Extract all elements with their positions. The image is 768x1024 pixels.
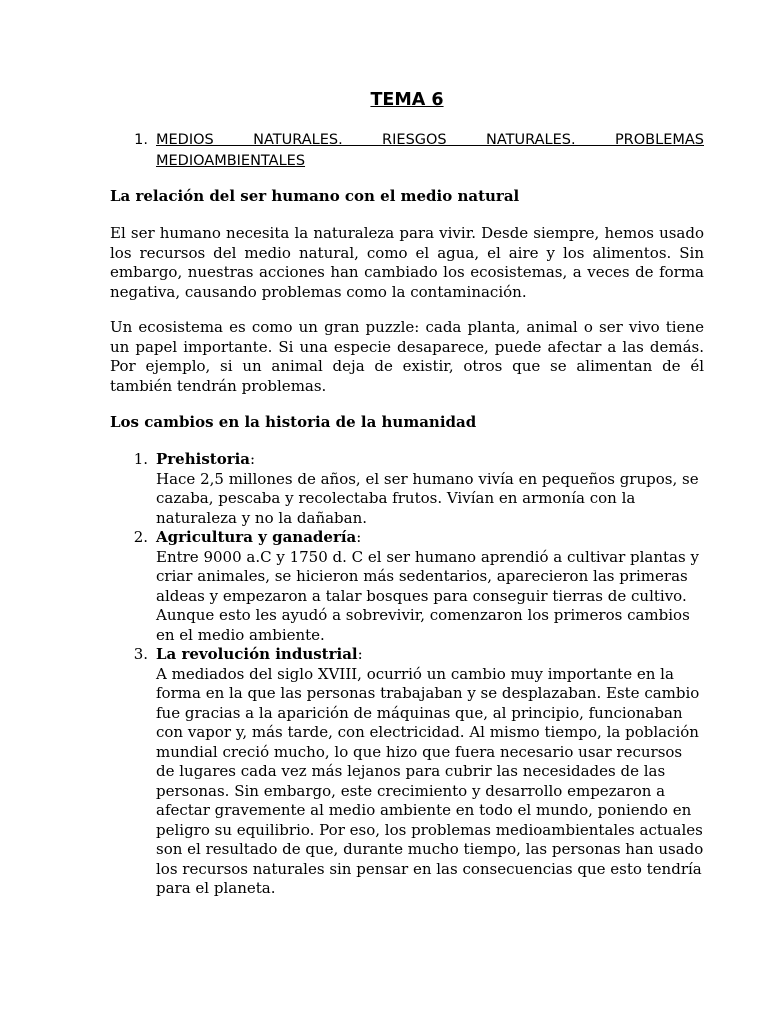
subheading-relacion: La relación del ser humano con el medio natural [110, 187, 520, 205]
paragraph-2: Un ecosistema es como un gran puzzle: cada planta, animal o ser vivo tiene un papel importante. Si una especie desaparece, puede afectar a las demás. Por ejemplo, si un animal deja de existir, otros que se alimentan de él también tendrán problemas. [110, 318, 704, 395]
document-title: TEMA 6 [370, 90, 444, 110]
list-item-colon: : [357, 645, 363, 663]
section-number: 1. [134, 132, 148, 148]
section-heading [110, 130, 704, 172]
subheading-cambios: Los cambios en la historia de la humanidad [110, 413, 477, 431]
list-item-body [156, 528, 704, 645]
history-list [110, 450, 704, 899]
list-item-number: 2. [133, 528, 148, 546]
list-item-term: La revolución industrial [156, 645, 358, 663]
list-item-text: A mediados del siglo XVIII, ocurrió un cambio muy importante en la forma en la que las personas trabajaban y se desplazaban. Este cambio fue gracias a la aparición de máquinas que, al principio, funcionaban con vapor y, más tarde, con electricidad. Al mismo tiempo, la población mundial creció mucho, lo que hizo que fuera necesario usar recursos de lugares cada vez más lejanos para cubrir las necesidades de las personas. Sin embargo, este crecimiento y desarrollo empezaron a afectar gravemente al medio ambiente en todo el mundo, poniendo en peligro su equilibrio. Por eso, los problemas medioambientales actuales son el resultado de que, durante mucho tiempo, las personas han usado los recursos naturales sin pensar en las consecuencias que esto tendría para el planeta. [156, 664, 704, 897]
list-item [110, 528, 704, 645]
list-item-text: Entre 9000 a.C y 1750 d. C el ser humano aprendió a cultivar plantas y criar animales, se hicieron más sedentarios, aparecieron las primeras aldeas y empezaron a talar bosques para conseguir tierras de cultivo. Aunque esto les ayudó a sobrevivir, comenzaron los primeros cambios en el medio ambiente. [156, 547, 699, 644]
list-item-body [156, 645, 704, 899]
list-item-term: Agricultura y ganadería [156, 528, 357, 546]
list-item-number: 1. [133, 450, 148, 468]
list-item-term: Prehistoria [156, 450, 251, 468]
list-item-colon: : [356, 528, 362, 546]
paragraph-1: El ser humano necesita la naturaleza para vivir. Desde siempre, hemos usado los recursos del medio natural, como el agua, el aire y los alimentos. Sin embargo, nuestras acciones han cambiado los ecosistemas, a veces de forma negativa, causando problemas como la contaminación. [110, 224, 704, 301]
list-item-colon: : [250, 450, 256, 468]
list-item [110, 645, 704, 899]
list-item-number: 3. [133, 645, 148, 663]
section-heading-text: MEDIOS NATURALES. RIESGOS NATURALES. PROBLEMAS MEDIOAMBIENTALES [156, 132, 704, 169]
document-page [110, 88, 704, 899]
list-item [110, 450, 704, 528]
list-item-body [156, 450, 704, 528]
list-item-text: Hace 2,5 millones de años, el ser humano vivía en pequeños grupos, se cazaba, pescaba y recolectaba frutos. Vivían en armonía con la naturaleza y no la dañaban. [156, 469, 699, 527]
